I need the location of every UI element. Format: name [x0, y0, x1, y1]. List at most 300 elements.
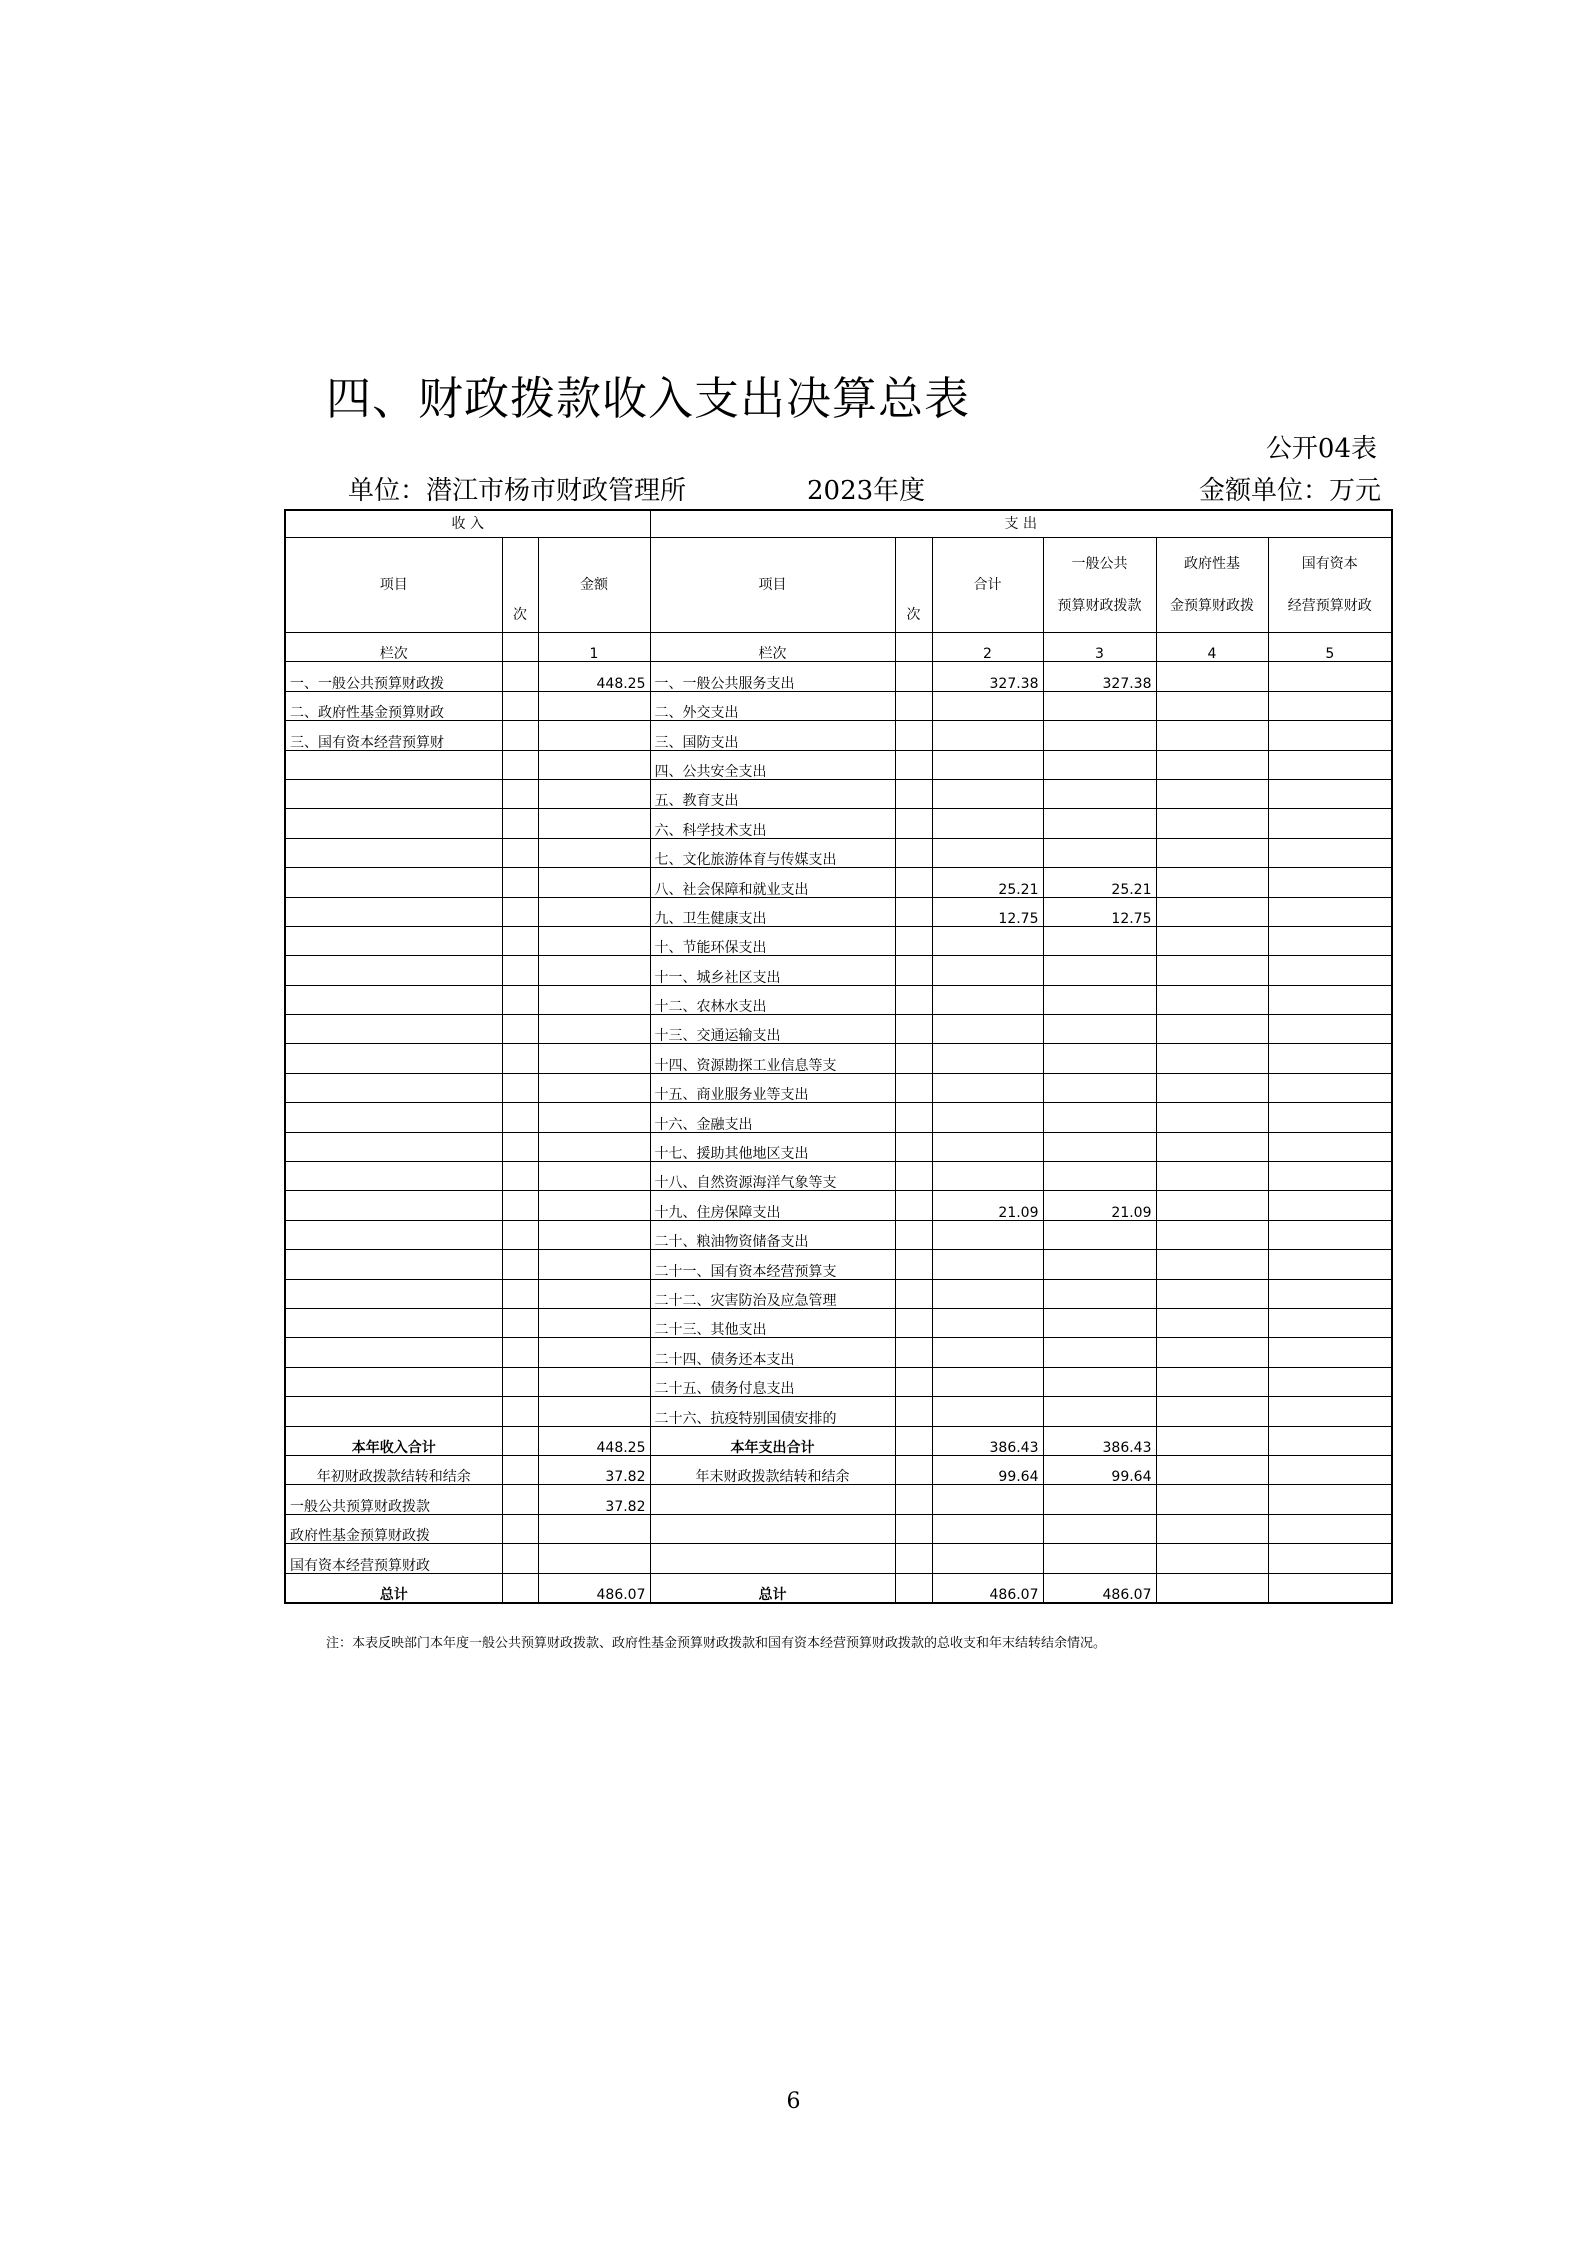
table-row: [285, 985, 1392, 1014]
expense-item: 十八、自然资源海洋气象等支: [650, 1162, 895, 1191]
income-item-header: 项目: [285, 538, 502, 633]
state-capital-amount: [1268, 750, 1392, 779]
gov-fund-amount: [1156, 1015, 1268, 1044]
expense-item: 十四、资源勘探工业信息等支: [650, 1044, 895, 1073]
expense-seq: [895, 926, 932, 955]
expense-seq: [895, 868, 932, 897]
expense-item: 二十一、国有资本经营预算支: [650, 1250, 895, 1279]
expense-item: 五、教育支出: [650, 779, 895, 808]
carry-gf-label: 政府性基金预算财政拨: [285, 1514, 502, 1543]
expense-total: [932, 956, 1043, 985]
expense-total: [932, 750, 1043, 779]
income-amount: [538, 1191, 650, 1220]
expense-total: [932, 809, 1043, 838]
expense-seq: [895, 838, 932, 867]
expense-seq: [895, 1015, 932, 1044]
general-public-amount: [1043, 956, 1156, 985]
state-capital-amount: [1268, 1044, 1392, 1073]
income-seq: [502, 1250, 538, 1279]
general-public-amount: [1043, 1103, 1156, 1132]
income-item: [285, 1162, 502, 1191]
expense-total-label: 本年支出合计: [650, 1426, 895, 1455]
expense-seq: [895, 1220, 932, 1249]
grand-expense-value: 486.07: [932, 1573, 1043, 1603]
income-item: [285, 868, 502, 897]
income-amount: [538, 956, 650, 985]
carry-gp-value: 37.82: [538, 1485, 650, 1514]
income-item: [285, 1103, 502, 1132]
income-seq: [502, 1397, 538, 1426]
income-amount: [538, 809, 650, 838]
table-row: [285, 838, 1392, 867]
general-public-amount: [1043, 1220, 1156, 1249]
income-amount: [538, 1367, 650, 1396]
grand-expense-gp: 486.07: [1043, 1573, 1156, 1603]
gov-fund-amount: [1156, 1191, 1268, 1220]
gov-fund-amount: [1156, 662, 1268, 691]
income-seq: [502, 721, 538, 750]
expense-seq: [895, 809, 932, 838]
expense-seq: [895, 897, 932, 926]
income-amount: [538, 838, 650, 867]
state-capital-amount: [1268, 1015, 1392, 1044]
general-public-amount: [1043, 691, 1156, 720]
income-amount: [538, 985, 650, 1014]
income-seq: [502, 1103, 538, 1132]
income-amount: [538, 1044, 650, 1073]
expense-total: [932, 1220, 1043, 1249]
income-item: [285, 1073, 502, 1102]
expense-item: 十六、金融支出: [650, 1103, 895, 1132]
income-seq: [502, 838, 538, 867]
currency-unit: 金额单位：万元: [1198, 476, 1381, 506]
table-note: 注：本表反映部门本年度一般公共预算财政拨款、政府性基金预算财政拨款和国有资本经营预算财政拨款的总收支和年末结转结余情况。: [326, 1636, 1107, 1651]
income-amount: [538, 721, 650, 750]
income-seq: [502, 779, 538, 808]
income-amount: [538, 868, 650, 897]
income-item: [285, 956, 502, 985]
income-item: [285, 1367, 502, 1396]
general-public-amount: [1043, 1162, 1156, 1191]
gov-fund-amount: [1156, 926, 1268, 955]
general-public-amount: [1043, 750, 1156, 779]
expense-item: 七、文化旅游体育与传媒支出: [650, 838, 895, 867]
income-amount: 448.25: [538, 662, 650, 691]
expense-total: 12.75: [932, 897, 1043, 926]
gov-fund-amount: [1156, 1132, 1268, 1161]
table-row: [285, 1073, 1392, 1102]
expense-total: [932, 1279, 1043, 1308]
income-amount: [538, 897, 650, 926]
income-item: [285, 809, 502, 838]
expense-seq: [895, 1162, 932, 1191]
general-public-amount: [1043, 1279, 1156, 1308]
expense-total: 25.21: [932, 868, 1043, 897]
income-seq: [502, 691, 538, 720]
general-public-amount: [1043, 1250, 1156, 1279]
income-amount: [538, 691, 650, 720]
state-capital-amount: [1268, 985, 1392, 1014]
expense-item: 一、一般公共服务支出: [650, 662, 895, 691]
general-public-header: 一般公共 预算财政拨款: [1043, 538, 1156, 633]
gov-fund-amount: [1156, 1044, 1268, 1073]
gov-fund-amount: [1156, 1397, 1268, 1426]
fiscal-year: 2023年度: [807, 476, 926, 506]
state-capital-amount: [1268, 1308, 1392, 1337]
expense-total: [932, 1162, 1043, 1191]
expense-seq: [895, 662, 932, 691]
grand-income-label: 总计: [285, 1573, 502, 1603]
income-item: [285, 1044, 502, 1073]
income-seq: [502, 1220, 538, 1249]
gov-fund-amount: [1156, 779, 1268, 808]
expense-seq: [895, 1132, 932, 1161]
expense-total: [932, 779, 1043, 808]
income-amount: [538, 926, 650, 955]
income-item: [285, 1279, 502, 1308]
gov-fund-amount: [1156, 1073, 1268, 1102]
table-row: [285, 721, 1392, 750]
expense-seq: [895, 956, 932, 985]
general-public-amount: 21.09: [1043, 1191, 1156, 1220]
gov-fund-amount: [1156, 868, 1268, 897]
income-item: 一、一般公共预算财政拨: [285, 662, 502, 691]
state-capital-amount: [1268, 956, 1392, 985]
gov-fund-amount: [1156, 1338, 1268, 1367]
income-seq: [502, 1279, 538, 1308]
income-item: [285, 985, 502, 1014]
income-amount: [538, 1250, 650, 1279]
table-row: [285, 1044, 1392, 1073]
income-total-value: 448.25: [538, 1426, 650, 1455]
expense-item: 二十六、抗疫特别国债安排的: [650, 1397, 895, 1426]
table-row: [285, 1308, 1392, 1337]
expense-seq: [895, 1044, 932, 1073]
gov-fund-amount: [1156, 721, 1268, 750]
state-capital-amount: [1268, 1279, 1392, 1308]
table-row: [285, 1279, 1392, 1308]
income-section-header: 收 入: [285, 510, 650, 538]
expense-seq: [895, 1191, 932, 1220]
general-public-amount: [1043, 1132, 1156, 1161]
grand-expense-label: 总计: [650, 1573, 895, 1603]
gov-fund-header: 政府性基 金预算财政拨: [1156, 538, 1268, 633]
table-row: [285, 1191, 1392, 1220]
income-seq: [502, 926, 538, 955]
expense-total: [932, 1308, 1043, 1337]
table-row: [285, 662, 1392, 691]
expense-item-header: 项目: [650, 538, 895, 633]
expense-item: 二十五、债务付息支出: [650, 1367, 895, 1396]
carryover-row: [285, 1455, 1392, 1484]
expense-total-gp: 386.43: [1043, 1426, 1156, 1455]
expense-item: 二十、粮油物资储备支出: [650, 1220, 895, 1249]
gov-fund-amount: [1156, 1279, 1268, 1308]
table-row: [285, 956, 1392, 985]
income-seq: [502, 1191, 538, 1220]
year-total-row: [285, 1426, 1392, 1455]
expense-seq: [895, 721, 932, 750]
table-row: [285, 926, 1392, 955]
general-public-amount: [1043, 1073, 1156, 1102]
expense-seq: [895, 985, 932, 1014]
table-row: [285, 1132, 1392, 1161]
expense-total: [932, 1015, 1043, 1044]
income-seq: [502, 1308, 538, 1337]
carry-sc-row: [285, 1544, 1392, 1573]
table-row: [285, 809, 1392, 838]
state-capital-amount: [1268, 926, 1392, 955]
income-item: [285, 779, 502, 808]
expense-item: 二十二、灾害防治及应急管理: [650, 1279, 895, 1308]
state-capital-amount: [1268, 1338, 1392, 1367]
expense-seq: [895, 750, 932, 779]
expense-seq: [895, 1338, 932, 1367]
income-amount-header: 金额: [538, 538, 650, 633]
gov-fund-amount: [1156, 985, 1268, 1014]
income-total-label: 本年收入合计: [285, 1426, 502, 1455]
expense-seq: [895, 1397, 932, 1426]
income-seq: [502, 956, 538, 985]
expense-item: 二、外交支出: [650, 691, 895, 720]
income-item: [285, 1308, 502, 1337]
expense-item: 六、科学技术支出: [650, 809, 895, 838]
expense-item: 二十三、其他支出: [650, 1308, 895, 1337]
expense-seq: [895, 1308, 932, 1337]
general-public-amount: [1043, 926, 1156, 955]
table-row: [285, 1103, 1392, 1132]
general-public-amount: [1043, 1308, 1156, 1337]
expense-total: 21.09: [932, 1191, 1043, 1220]
expense-total: [932, 985, 1043, 1014]
carry-gf-row: [285, 1514, 1392, 1543]
expense-total: [932, 838, 1043, 867]
gov-fund-amount: [1156, 1162, 1268, 1191]
income-item: [285, 1132, 502, 1161]
form-number: 公开04表: [1265, 434, 1377, 464]
income-amount: [538, 1338, 650, 1367]
income-amount: [538, 1073, 650, 1102]
income-seq: [502, 868, 538, 897]
income-seq: [502, 662, 538, 691]
general-public-amount: [1043, 1367, 1156, 1396]
expense-item: 十五、商业服务业等支出: [650, 1073, 895, 1102]
state-capital-amount: [1268, 691, 1392, 720]
gov-fund-amount: [1156, 691, 1268, 720]
gov-fund-amount: [1156, 1220, 1268, 1249]
general-public-amount: 12.75: [1043, 897, 1156, 926]
income-item: [285, 897, 502, 926]
expense-total: [932, 1338, 1043, 1367]
income-item: [285, 750, 502, 779]
expense-total: [932, 1132, 1043, 1161]
table-row: [285, 1397, 1392, 1426]
general-public-amount: 25.21: [1043, 868, 1156, 897]
expense-total: [932, 1397, 1043, 1426]
income-item: [285, 926, 502, 955]
state-capital-header: 国有资本 经营预算财政: [1268, 538, 1392, 633]
expense-item: 八、社会保障和就业支出: [650, 868, 895, 897]
general-public-amount: [1043, 1015, 1156, 1044]
income-item: [285, 1250, 502, 1279]
expense-item: 三、国防支出: [650, 721, 895, 750]
state-capital-amount: [1268, 868, 1392, 897]
state-capital-amount: [1268, 662, 1392, 691]
income-seq: [502, 1132, 538, 1161]
gov-fund-amount: [1156, 1250, 1268, 1279]
expense-item: 九、卫生健康支出: [650, 897, 895, 926]
state-capital-amount: [1268, 1132, 1392, 1161]
gov-fund-amount: [1156, 750, 1268, 779]
page-number: 6: [786, 2089, 801, 2114]
expense-total: [932, 721, 1043, 750]
income-item: [285, 1220, 502, 1249]
expense-seq-header: 次: [895, 538, 932, 633]
expense-item: 十九、住房保障支出: [650, 1191, 895, 1220]
table-row: [285, 779, 1392, 808]
table-row: [285, 750, 1392, 779]
income-amount: [538, 1162, 650, 1191]
expense-total-value: 386.43: [932, 1426, 1043, 1455]
table-row: [285, 1367, 1392, 1396]
carry-out-value: 99.64: [932, 1455, 1043, 1484]
expense-item: 十一、城乡社区支出: [650, 956, 895, 985]
state-capital-amount: [1268, 1250, 1392, 1279]
income-amount: [538, 779, 650, 808]
table-row: [285, 897, 1392, 926]
expense-total-header: 合计: [932, 538, 1043, 633]
carry-out-label: 年末财政拨款结转和结余: [650, 1455, 895, 1484]
state-capital-amount: [1268, 779, 1392, 808]
grand-total-row: [285, 1573, 1392, 1603]
gov-fund-amount: [1156, 1308, 1268, 1337]
expense-item: 十三、交通运输支出: [650, 1015, 895, 1044]
carry-in-label: 年初财政拨款结转和结余: [285, 1455, 502, 1484]
income-seq: [502, 809, 538, 838]
carry-gp-row: [285, 1485, 1392, 1514]
income-seq: [502, 750, 538, 779]
state-capital-amount: [1268, 838, 1392, 867]
state-capital-amount: [1268, 1397, 1392, 1426]
expense-total: [932, 1250, 1043, 1279]
general-public-amount: [1043, 809, 1156, 838]
income-amount: [538, 1220, 650, 1249]
general-public-amount: [1043, 838, 1156, 867]
expense-seq: [895, 1073, 932, 1102]
income-seq: [502, 985, 538, 1014]
general-public-amount: [1043, 1044, 1156, 1073]
general-public-amount: [1043, 779, 1156, 808]
general-public-amount: 327.38: [1043, 662, 1156, 691]
income-amount: [538, 1308, 650, 1337]
expense-seq: [895, 1279, 932, 1308]
expense-item: 十、节能环保支出: [650, 926, 895, 955]
table-row: [285, 868, 1392, 897]
table-row: [285, 1220, 1392, 1249]
expense-total: 327.38: [932, 662, 1043, 691]
gov-fund-amount: [1156, 956, 1268, 985]
state-capital-amount: [1268, 1073, 1392, 1102]
income-amount: [538, 750, 650, 779]
carry-sc-label: 国有资本经营预算财政: [285, 1544, 502, 1573]
general-public-amount: [1043, 985, 1156, 1014]
table-row: [285, 1338, 1392, 1367]
general-public-amount: [1043, 1338, 1156, 1367]
expense-total: [932, 691, 1043, 720]
carry-out-gp: 99.64: [1043, 1455, 1156, 1484]
income-item: [285, 1338, 502, 1367]
income-item: 二、政府性基金预算财政: [285, 691, 502, 720]
state-capital-amount: [1268, 721, 1392, 750]
income-seq: [502, 1044, 538, 1073]
table-row: [285, 1015, 1392, 1044]
income-seq: [502, 1073, 538, 1102]
general-public-amount: [1043, 721, 1156, 750]
income-amount: [538, 1015, 650, 1044]
table-row: [285, 1162, 1392, 1191]
income-amount: [538, 1279, 650, 1308]
gov-fund-amount: [1156, 897, 1268, 926]
income-seq: [502, 897, 538, 926]
expense-item: 四、公共安全支出: [650, 750, 895, 779]
gov-fund-amount: [1156, 1103, 1268, 1132]
expense-total: [932, 1073, 1043, 1102]
reporting-unit: 单位：潜江市杨市财政管理所: [348, 476, 687, 506]
gov-fund-amount: [1156, 809, 1268, 838]
expense-seq: [895, 1103, 932, 1132]
expense-seq: [895, 1367, 932, 1396]
state-capital-amount: [1268, 1162, 1392, 1191]
income-seq: [502, 1367, 538, 1396]
state-capital-amount: [1268, 809, 1392, 838]
expense-total: [932, 1103, 1043, 1132]
income-seq: [502, 1338, 538, 1367]
income-amount: [538, 1103, 650, 1132]
income-item: 三、国有资本经营预算财: [285, 721, 502, 750]
income-seq: [502, 1015, 538, 1044]
income-item: [285, 1397, 502, 1426]
page-title: 四、财政拨款收入支出决算总表: [326, 372, 971, 425]
column-index-row: 栏次 1 栏次 2 3 4 5: [285, 633, 1392, 662]
table-row: [285, 691, 1392, 720]
expense-seq: [895, 779, 932, 808]
grand-income-value: 486.07: [538, 1573, 650, 1603]
income-amount: [538, 1397, 650, 1426]
carry-in-value: 37.82: [538, 1455, 650, 1484]
expense-item: 十二、农林水支出: [650, 985, 895, 1014]
state-capital-amount: [1268, 1191, 1392, 1220]
income-item: [285, 838, 502, 867]
expense-section-header: 支 出: [650, 510, 1392, 538]
expense-total: [932, 1044, 1043, 1073]
expense-item: 二十四、债务还本支出: [650, 1338, 895, 1367]
carry-gp-label: 一般公共预算财政拨款: [285, 1485, 502, 1514]
income-item: [285, 1191, 502, 1220]
state-capital-amount: [1268, 1220, 1392, 1249]
expense-total: [932, 1367, 1043, 1396]
table-row: [285, 1250, 1392, 1279]
state-capital-amount: [1268, 1103, 1392, 1132]
expense-seq: [895, 1250, 932, 1279]
state-capital-amount: [1268, 897, 1392, 926]
gov-fund-amount: [1156, 1367, 1268, 1396]
income-seq-header: 次: [502, 538, 538, 633]
income-item: [285, 1015, 502, 1044]
expense-seq: [895, 691, 932, 720]
expense-total: [932, 926, 1043, 955]
income-amount: [538, 1132, 650, 1161]
general-public-amount: [1043, 1397, 1156, 1426]
